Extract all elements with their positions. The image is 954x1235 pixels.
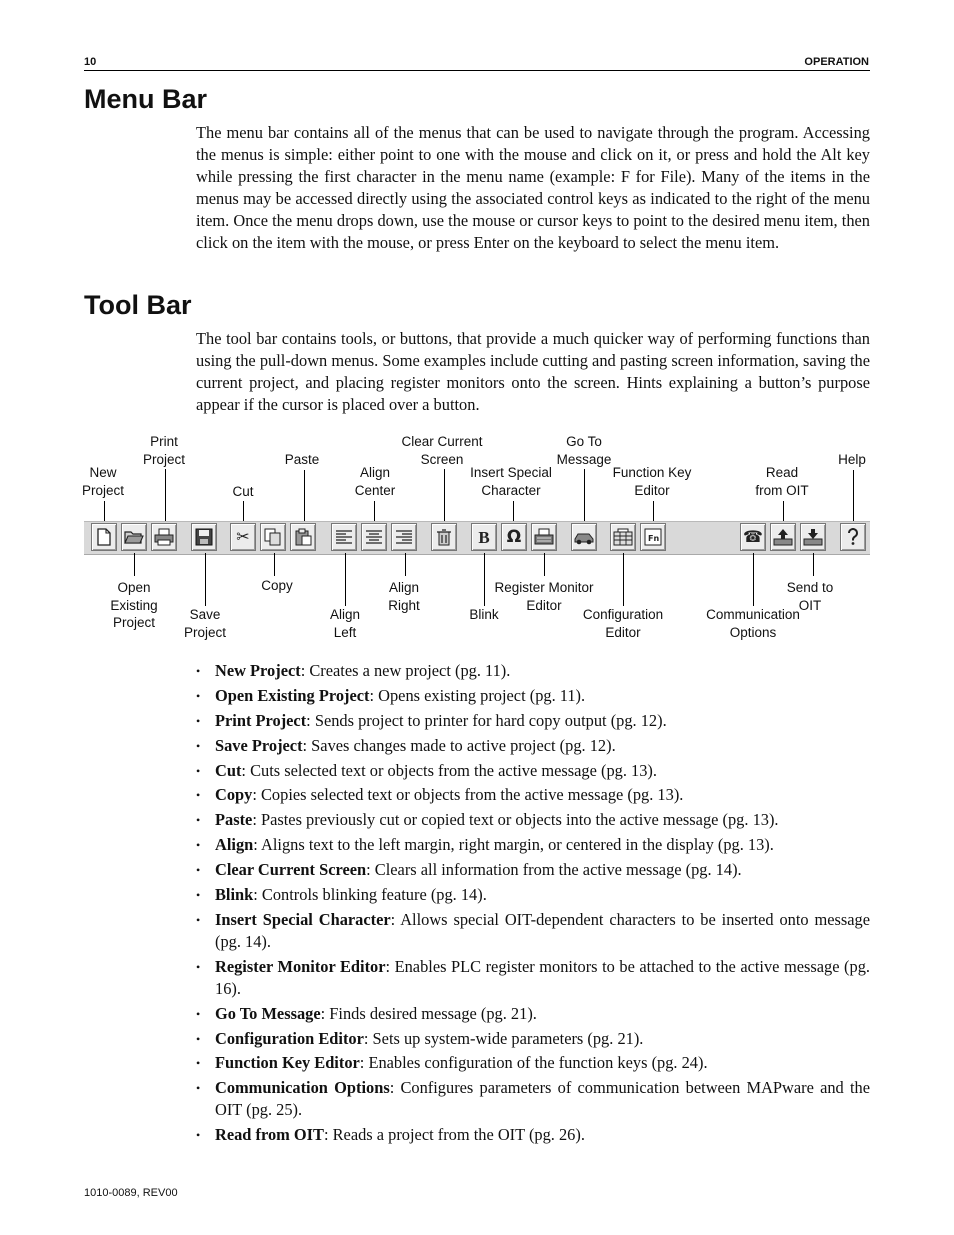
cut-button[interactable] (230, 523, 256, 551)
leader-line (345, 553, 346, 606)
label-align-right: Align Right (388, 580, 420, 613)
list-item: • Function Key Editor: Enables configuration of the function keys (pg. 24). (196, 1052, 870, 1074)
label-clear-current-screen: Clear Current Screen (401, 434, 483, 467)
leader-line (513, 501, 514, 523)
list-item: • Go To Message: Finds desired message (pg. 21). (196, 1003, 870, 1025)
toolbar-button-list (196, 660, 870, 1149)
label-function-key-editor: Function Key Editor (612, 465, 692, 498)
label-blink: Blink (469, 607, 499, 622)
label-print-project: Print Project (142, 434, 186, 467)
leader-line (274, 553, 275, 576)
list-item: • Align: Aligns text to the left margin, right margin, or centered in the display (pg. 13). (196, 834, 870, 856)
document-id: 1010-0089, REV00 (84, 1187, 178, 1199)
label-send-to-oit: Send to OIT (786, 580, 834, 613)
label-go-to-message: Go To Message (556, 434, 612, 467)
list-item: • Insert Special Character: Allows special OIT-dependent characters to be inserted onto message (pg. 14). (196, 909, 870, 953)
go-to-message-button[interactable] (571, 523, 597, 551)
list-item: • Save Project: Saves changes made to active project (pg. 12). (196, 735, 870, 757)
list-item: • Clear Current Screen: Clears all information from the active message (pg. 14). (196, 859, 870, 881)
list-item: • Copy: Copies selected text or objects from the active message (pg. 13). (196, 784, 870, 806)
list-item: • Open Existing Project: Opens existing project (pg. 11). (196, 685, 870, 707)
label-open-existing-project: Open Existing Project (110, 580, 158, 630)
leader-line (304, 470, 305, 523)
leader-line (623, 553, 624, 606)
align-right-button[interactable] (391, 523, 417, 551)
leader-line (165, 469, 166, 523)
tool-bar-paragraph: The tool bar contains tools, or buttons, that provide a much quicker way of performing functions than using the pull-down menus. Some examples include cutting and pasting screen information, saving the current project, and placing register monitors onto the screen. Hints explaining a button’s purpose appear if the cursor is placed over a button. (196, 329, 870, 414)
telephone-icon: ☎ (743, 527, 763, 546)
list-item: • Register Monitor Editor: Enables PLC register monitors to be attached to the active message (pg. 16). (196, 956, 870, 1000)
list-item: • Cut: Cuts selected text or objects from the active message (pg. 13). (196, 760, 870, 782)
list-item: • Paste: Pastes previously cut or copied text or objects into the active message (pg. 13). (196, 809, 870, 831)
paste-button[interactable] (290, 523, 316, 551)
list-item: • Read from OIT: Reads a project from the OIT (pg. 26). (196, 1124, 870, 1146)
leader-line (243, 501, 244, 523)
align-center-icon (365, 529, 383, 545)
read-from-oit-button[interactable] (770, 523, 796, 551)
leader-line (134, 553, 135, 576)
copy-button[interactable] (260, 523, 286, 551)
upload-icon (773, 528, 793, 546)
new-project-button[interactable] (91, 523, 117, 551)
list-item: • Configuration Editor: Sets up system-wide parameters (pg. 21). (196, 1028, 870, 1050)
scissors-icon: ✂ (236, 527, 250, 546)
section-title: OPERATION (804, 56, 869, 68)
new-document-icon (96, 528, 112, 546)
omega-icon: Ω (506, 526, 522, 547)
print-project-button[interactable] (151, 523, 177, 551)
leader-line (205, 553, 206, 606)
insert-special-character-button[interactable] (501, 523, 527, 551)
bold-b-icon: B (478, 527, 490, 547)
list-item: • New Project: Creates a new project (pg. 11). (196, 660, 870, 682)
blink-button[interactable] (471, 523, 497, 551)
register-monitor-editor-button[interactable] (531, 523, 557, 551)
label-communication-options: Communication Options (706, 607, 800, 640)
menu-bar-paragraph: The menu bar contains all of the menus that can be used to navigate through the program. Accessing the menus is simple: either point to one with the mouse and click on it, or press and hold the Alt key while pressing the first character in the menu name (example: F for File). Many of the items in the menus may be accessed directly using the associated control keys as indicated to the right of the menu item. Once the menu drops down, use the mouse or cursor keys to point to the desired menu item, then click on the item with the mouse, or press Enter on the keyboard to select the menu item. (196, 123, 870, 252)
help-button[interactable] (840, 523, 866, 551)
car-icon (573, 529, 595, 545)
list-item: • Blink: Controls blinking feature (pg. 14). (196, 884, 870, 906)
open-folder-icon (124, 529, 144, 545)
label-cut: Cut (232, 484, 254, 499)
grid-icon (613, 528, 633, 546)
align-left-icon (335, 529, 353, 545)
question-icon (845, 528, 861, 546)
leader-line (104, 501, 105, 523)
save-project-button[interactable] (191, 523, 217, 551)
printer-icon (154, 528, 174, 546)
page-number: 10 (84, 56, 97, 68)
communication-options-button[interactable] (740, 523, 766, 551)
label-paste: Paste (284, 452, 320, 467)
download-icon (803, 528, 823, 546)
label-insert-special-character: Insert Special Character (470, 465, 552, 498)
header-rule (84, 70, 870, 71)
list-item: • Communication Options: Configures parameters of communication between MAPware and the OIT (pg. 25). (196, 1077, 870, 1121)
keyboard-icon (534, 528, 554, 546)
svg-text:Fn: Fn (648, 534, 660, 543)
clear-current-screen-button[interactable] (431, 523, 457, 551)
label-read-from-oit: Read from OIT (755, 465, 809, 498)
leader-line (544, 553, 545, 576)
label-configuration-editor: Configuration Editor (582, 607, 664, 640)
leader-line (783, 501, 784, 523)
align-center-button[interactable] (361, 523, 387, 551)
leader-line (405, 553, 406, 576)
function-key-editor-button[interactable] (640, 523, 666, 551)
leader-line (484, 553, 485, 606)
align-left-button[interactable] (331, 523, 357, 551)
fn-icon (644, 528, 662, 546)
leader-line (853, 470, 854, 523)
floppy-disk-icon (195, 528, 213, 546)
leader-line (653, 501, 654, 523)
trash-can-icon (436, 528, 452, 546)
label-new-project: New Project (81, 465, 125, 498)
clipboard-icon (294, 528, 312, 546)
menu-bar-heading: Menu Bar (84, 84, 208, 114)
label-help: Help (838, 452, 866, 467)
align-right-icon (395, 529, 413, 545)
leader-line (444, 469, 445, 523)
open-existing-project-button[interactable] (121, 523, 147, 551)
leader-line (374, 501, 375, 523)
label-save-project: Save Project (183, 607, 227, 640)
label-copy: Copy (261, 578, 293, 593)
leader-line (813, 553, 814, 576)
label-align-left: Align Left (329, 607, 361, 640)
leader-line (584, 469, 585, 523)
tool-bar-heading: Tool Bar (84, 290, 192, 320)
copy-icon (264, 528, 282, 546)
send-to-oit-button[interactable] (800, 523, 826, 551)
configuration-editor-button[interactable] (610, 523, 636, 551)
label-register-monitor-editor: Register Monitor Editor (494, 580, 594, 613)
leader-line (753, 553, 754, 606)
list-item: • Print Project: Sends project to printer for hard copy output (pg. 12). (196, 710, 870, 732)
label-align-center: Align Center (354, 465, 396, 498)
